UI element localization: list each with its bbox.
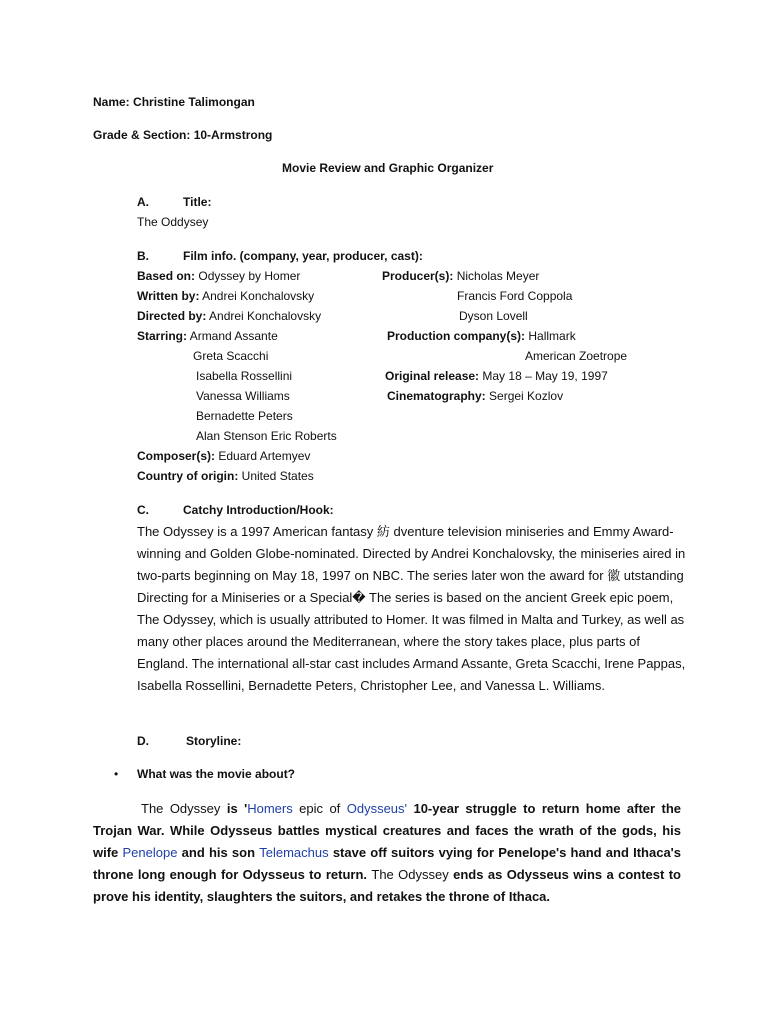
based-on-line	[137, 269, 300, 283]
based-on-label: Based on:	[137, 269, 196, 283]
production-company-name: Hallmark	[528, 329, 576, 343]
penelope-link[interactable]: Penelope	[122, 845, 178, 860]
written-by-label: Written by:	[137, 289, 200, 303]
section-b-letter: B.	[137, 249, 149, 263]
cast-member: Bernadette Peters	[196, 409, 293, 423]
directed-by-label: Directed by:	[137, 309, 207, 323]
release-label: Original release:	[385, 369, 480, 383]
story-text: 10-year struggle to return home after the Trojan War. While Odysseus battles mystical creatures and faces the wrath of the gods, his wife	[93, 801, 682, 860]
country-label: Country of origin:	[137, 469, 239, 483]
country-line	[137, 469, 314, 483]
name-line	[93, 95, 255, 109]
grade-label: Grade & Section:	[93, 128, 191, 142]
grade-value: 10-Armstrong	[193, 128, 273, 142]
telemachus-link[interactable]: Telemachus	[259, 845, 329, 860]
directed-by-line	[137, 309, 321, 323]
document-title: Movie Review and Graphic Organizer	[282, 161, 494, 175]
directed-by-value: Andrei Konchalovsky	[209, 309, 322, 323]
introduction-paragraph: The Odyssey is a 1997 American fantasy 紡 dventure television miniseries and Emmy Award-winning and Golden Globe-nominated. Directed by Andrei Konchalovsky, the miniseries aired in two-parts beginning on May 18, 1997 on NBC. The series later won the award for 徽 utstanding Directing for a Miniseries or a Special� The series is based on the ancient Greek epic poem, The Odyssey, which is usually attributed to Homer. It was filmed in Malta and Turkey, as well as many other places around the Mediterranean, where the story takes place, plus parts of England. The international all-star cast includes Armand Assante, Greta Scacchi, Irene Pappas, Isabella Rossellini, Bernadette Peters, Christopher Lee, and Vanessa L. Williams.	[137, 524, 686, 693]
section-d-heading: Storyline:	[186, 734, 242, 748]
storyline-question: What was the movie about?	[137, 767, 296, 781]
story-text: The Odyssey	[371, 867, 449, 882]
country-value: United States	[241, 469, 314, 483]
cast-member: Greta Scacchi	[193, 349, 269, 363]
cinematography-value: Sergei Kozlov	[489, 389, 564, 403]
starring-line	[137, 329, 278, 343]
section-a-heading: Title:	[183, 195, 212, 209]
producer-line	[382, 269, 539, 283]
storyline-paragraph	[93, 798, 681, 908]
section-d-letter: D.	[137, 734, 149, 748]
starring-label: Starring:	[137, 329, 188, 343]
cinematography-label: Cinematography:	[387, 389, 486, 403]
name-value: Christine Talimongan	[133, 95, 255, 109]
story-text: stave off suitors vying for Penelope's hand and Ithaca's throne long enough for Odysseus to return.	[93, 845, 681, 882]
cast-member: Isabella Rossellini	[196, 369, 293, 383]
odysseus-link[interactable]: Odysseus'	[346, 801, 408, 816]
production-company-line	[387, 329, 576, 343]
movie-title: The Oddysey	[137, 215, 209, 229]
section-c-letter: C.	[137, 503, 149, 517]
story-text: '	[244, 801, 248, 816]
bullet: •	[114, 767, 119, 781]
release-value: May 18 – May 19, 1997	[482, 369, 608, 383]
section-c-heading: Catchy Introduction/Hook:	[183, 503, 334, 517]
written-by-value: Andrei Konchalovsky	[202, 289, 315, 303]
production-company-name: American Zoetrope	[525, 349, 628, 363]
cast-member: Armand Assante	[189, 329, 278, 343]
composer-line	[137, 449, 310, 463]
release-line	[385, 369, 608, 383]
based-on-value: Odyssey by Homer	[198, 269, 301, 283]
producer-name: Nicholas Meyer	[456, 269, 540, 283]
story-text: epic of	[299, 801, 341, 816]
producer-label: Producer(s):	[382, 269, 454, 283]
name-label: Name:	[93, 95, 130, 109]
homers-link[interactable]: Homers	[247, 801, 293, 816]
cinematography-line	[387, 389, 563, 403]
cast-member: Vanessa Williams	[196, 389, 290, 403]
grade-line	[93, 128, 272, 142]
composer-label: Composer(s):	[137, 449, 216, 463]
producer-name: Francis Ford Coppola	[457, 289, 573, 303]
written-by-line	[137, 289, 314, 303]
section-b-heading: Film info. (company, year, producer, cast):	[183, 249, 423, 263]
story-text: ends as Odysseus wins a contest to prove his identity, slaughters the suitors, and retakes the throne of Ithaca.	[93, 867, 681, 904]
story-text: is	[226, 801, 238, 816]
section-a-letter: A.	[137, 195, 149, 209]
story-text: The Odyssey	[141, 801, 221, 816]
cast-member: Alan Stenson Eric Roberts	[196, 429, 337, 443]
story-text: and his son	[181, 845, 256, 860]
producer-name: Dyson Lovell	[459, 309, 528, 323]
production-company-label: Production company(s):	[387, 329, 526, 343]
composer-value: Eduard Artemyev	[218, 449, 311, 463]
